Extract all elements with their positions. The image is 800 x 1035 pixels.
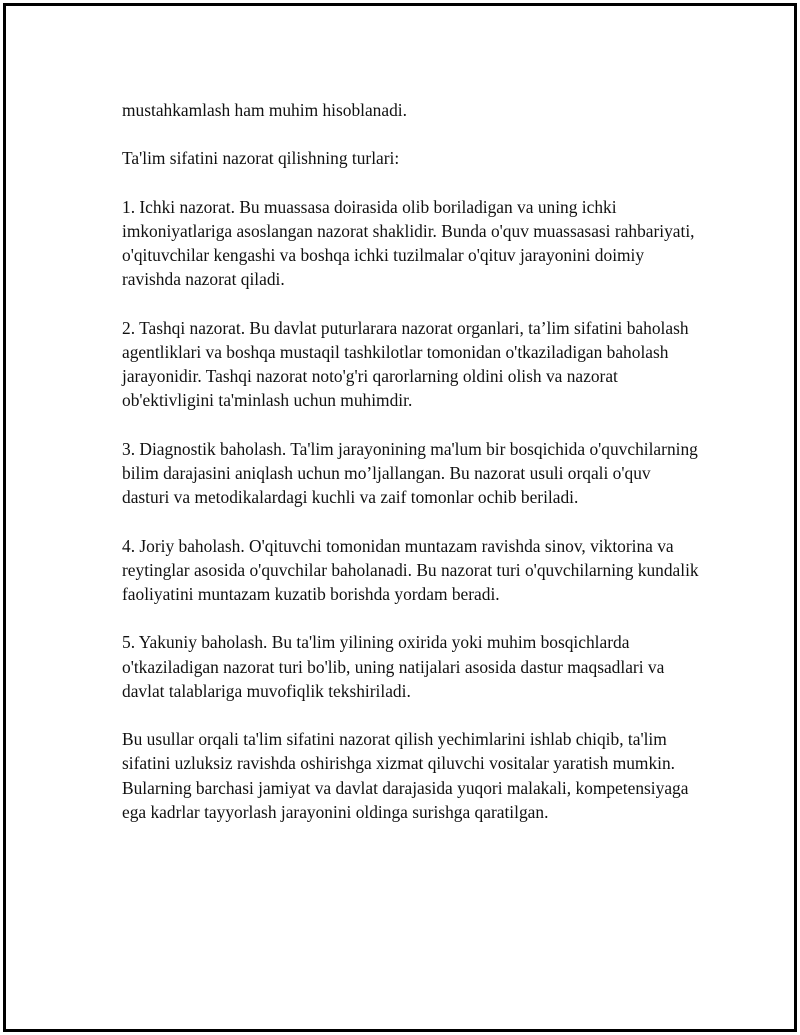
paragraph-conclusion: Bu usullar orqali ta'lim sifatini nazorat qilish yechimlarini ishlab chiqib, ta'lim sifatini uzluksiz ravishda oshirishga xizmat qiluvchi vositalar yaratish mumkin. Bularning barchasi jamiyat va davlat darajasida yuqori malakali, kompetensiyaga ega kadrlar tayyorlash jarayonini oldinga surishga qaratilgan.: [122, 729, 689, 822]
paragraph-current-assessment: 4. Joriy baholash. O'qituvchi tomonidan muntazam ravishda sinov, viktorina va reytinglar asosida o'quvchilar baholanadi. Bu nazorat turi o'quvchilarning kundalik faoliyatini muntazam kuzatib borishda yordam beradi.: [122, 535, 699, 604]
paragraph-continuation: mustahkamlash ham muhim hisoblanadi.: [122, 100, 407, 120]
paragraph-final-assessment: 5. Yakuniy baholash. Bu ta'lim yilining oxirida yoki muhim bosqichlarda o'tkaziladigan nazorat turi bo'lib, uning natijalari asosida dastur maqsadlari va davlat talablariga muvofiqlik tekshiriladi.: [122, 632, 665, 701]
paragraph-external-control: 2. Tashqi nazorat. Bu davlat puturlarara nazorat organlari, ta’lim sifatini baholash agentliklari va boshqa mustaqil tashkilotlar tomonidan o'tkaziladigan baholash jarayonidir. Tashqi nazorat noto'g'ri qarorlarning oldini olish va nazorat ob'ektivligini ta'minlash uchun muhimdir.: [122, 317, 689, 411]
paragraph-diagnostic-assessment: 3. Diagnostik baholash. Ta'lim jarayonining ma'lum bir bosqichida o'quvchilarning bilim darajasini aniqlash uchun mo’ljallangan. Bu nazorat usuli orqali o'quv dasturi va metodikalardagi kuchli va zaif tomonlar ochib beriladi.: [122, 438, 698, 508]
document-page: [3, 3, 797, 1032]
document-body: [122, 98, 702, 848]
paragraph-internal-control: 1. Ichki nazorat. Bu muassasa doirasida olib boriladigan va uning ichki imkoniyatlariga asoslangan nazorat shaklidir. Bunda o'quv muassasasi rahbariyati, o'qituvchilar kengashi va boshqa ichki tuzilmalar o'qituv jarayonini doimiy ravishda nazorat qiladi.: [122, 196, 695, 290]
section-heading: Ta'lim sifatini nazorat qilishning turlari:: [122, 148, 400, 169]
